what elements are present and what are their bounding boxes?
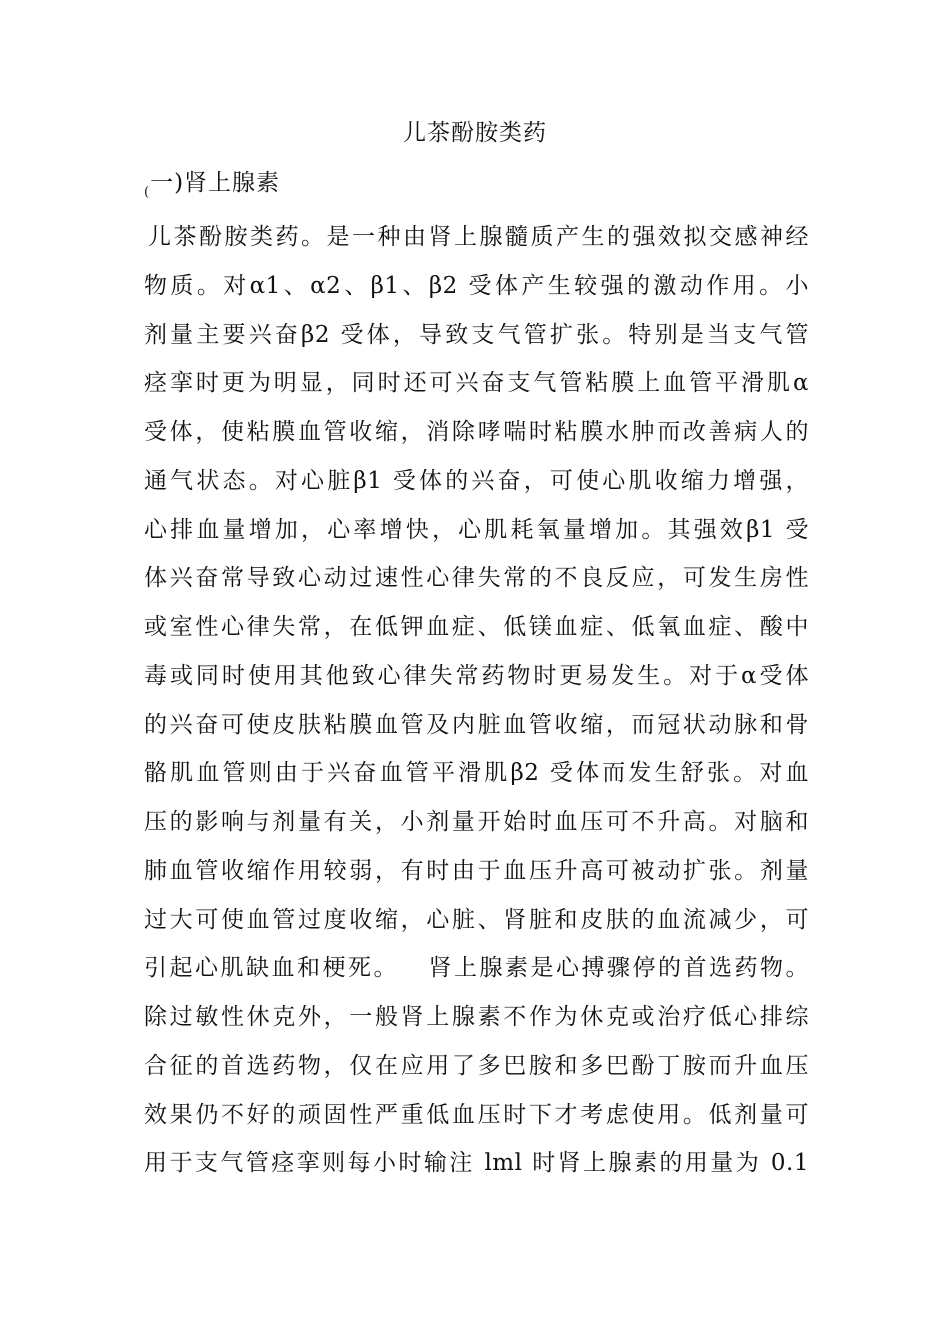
text-line: 儿茶酚胺类药。是一种由肾上腺髓质产生的强效拟交感神经 [148, 224, 809, 250]
text-line: 或室性心律失常，在低钾血症、低镁血症、低氧血症、酸中 [144, 614, 809, 640]
text-line: 痉挛时更为明显，同时还可兴奋支气管粘膜上血管平滑肌α [144, 370, 809, 397]
text-line: 压的影响与剂量有关，小剂量开始时血压可不升高。对脑和 [144, 809, 809, 835]
text-line: 心排血量增加，心率增快，心肌耗氧量增加。其强效β1 受 [144, 516, 809, 543]
section-heading-paren: ( [144, 185, 151, 200]
text-line: 效果仍不好的顽固性严重低血压时下才考虑使用。低剂量可 [144, 1101, 809, 1128]
text-line: 合征的首选药物，仅在应用了多巴胺和多巴酚丁胺而升血压 [144, 1052, 809, 1079]
text-line: 除过敏性休克外，一般肾上腺素不作为休克或治疗低心排综 [144, 1004, 809, 1030]
text-line: 的兴奋可使皮肤粘膜血管及内脏血管收缩，而冠状动脉和骨 [144, 711, 809, 738]
text-line: 骼肌血管则由于兴奋血管平滑肌β2 受体而发生舒张。对血 [144, 760, 809, 787]
text-line: 用于支气管痉挛则每小时输注 lml 时肾上腺素的用量为 0.1 [144, 1150, 809, 1177]
text-line: 肺血管收缩作用较弱，有时由于血压升高可被动扩张。剂量 [144, 857, 809, 884]
text-line: 毒或同时使用其他致心律失常药物时更易发生。对于α受体 [144, 662, 809, 689]
body-text [144, 213, 809, 1188]
text-line: 过大可使血管过度收缩，心脏、肾脏和皮肤的血流减少，可 [144, 906, 809, 933]
document-title: 儿茶酚胺类药 [403, 120, 547, 146]
text-line: 受体，使粘膜血管收缩，消除哮喘时粘膜水肿而改善病人的 [144, 419, 809, 445]
text-line: 通气状态。对心脏β1 受体的兴奋，可使心肌收缩力增强， [144, 467, 809, 494]
section-heading [144, 163, 280, 213]
text-line: 剂量主要兴奋β2 受体，导致支气管扩张。特别是当支气管 [144, 321, 809, 348]
text-line: 物质。对α1、α2、β1、β2 受体产生较强的激动作用。小 [144, 272, 809, 299]
text-line: 引起心肌缺血和梗死。 肾上腺素是心搏骤停的首选药物。 [144, 955, 809, 982]
text-line: 体兴奋常导致心动过速性心律失常的不良反应，可发生房性 [144, 565, 809, 592]
section-heading-text: 一)肾上腺素 [150, 170, 281, 196]
